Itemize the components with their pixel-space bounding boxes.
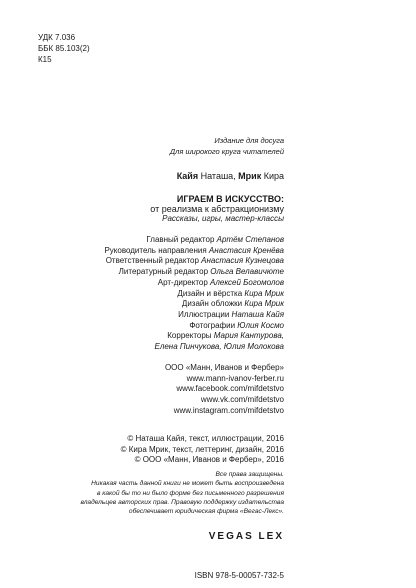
audience-note (170, 135, 284, 157)
credit-line (104, 331, 284, 342)
classification-codes (38, 32, 90, 65)
author-last-name: Мрик (238, 171, 262, 181)
audience-line: Издание для досуга (214, 136, 284, 145)
credit-role: Иллюстрации (178, 309, 232, 319)
rights-line: обеспечивает юридическая фирма «Вегас-Лекс». (128, 508, 284, 516)
facebook-link[interactable]: www.facebook.com/mifdetstvo (176, 384, 284, 394)
title-sub: от реализма к абстракционизму (150, 204, 284, 214)
credit-name: Елена Пинчукова, Юлия Молокова (154, 342, 284, 352)
credit-name: Артём Степанов (216, 235, 284, 244)
authors (177, 171, 284, 181)
credit-role: Арт-директор (157, 277, 211, 287)
author-first-name: Кира (261, 171, 284, 181)
credit-name: Кира Мрик (244, 288, 284, 298)
rights-line: в какой бы то ни было форме без письменного разрешения (96, 489, 284, 497)
audience-line: Для широкого круга читателей (169, 147, 284, 156)
credit-line (104, 235, 284, 246)
credit-name: Анастасия Кренёва (208, 245, 284, 255)
credit-name: Ольга Велавичюте (210, 267, 284, 277)
credit-line (104, 342, 284, 353)
credit-line (104, 321, 284, 332)
rights-line: Все права защищены. (215, 471, 284, 478)
title-genre: Рассказы, игры, мастер-классы (162, 214, 284, 223)
bbk-code: ББК 85.103(2) (38, 44, 90, 53)
author-last-name: Кайя (176, 171, 199, 181)
credit-line (104, 299, 284, 310)
copyright-line: © Наташа Кайя, текст, иллюстрации, 2016 (127, 434, 284, 443)
publisher-site-link[interactable]: www.mann-ivanov-ferber.ru (186, 373, 284, 383)
vegas-lex-logo: VEGAS LEX (208, 531, 284, 542)
publisher-info (165, 363, 284, 417)
udk-code: УДК 7.036 (38, 33, 76, 42)
instagram-link[interactable]: www.instagram.com/mifdetstvo (173, 405, 284, 415)
credit-line (104, 310, 284, 321)
copyright-line: © ООО «Манн, Иванов и Фербер», 2016 (134, 455, 284, 465)
credit-role: Литературный редактор (118, 267, 211, 277)
author-first-name: Наташа, (198, 171, 239, 181)
credit-name: Мария Кантурова, (213, 331, 284, 341)
credit-line (104, 267, 284, 278)
credit-role: Дизайн и вёрстка (177, 288, 245, 298)
credit-name: Алексей Богомолов (210, 277, 284, 287)
credit-role: Фотографии (189, 320, 238, 330)
credit-line (104, 289, 284, 300)
credit-line (104, 256, 284, 267)
author-mark: К15 (38, 55, 52, 64)
rights-line: владельцев авторских прав. Правовую поддержку издательства (80, 498, 284, 506)
credit-role: Дизайн обложки (181, 299, 245, 309)
rights-line: Никакая часть данной книги не может быть воспроизведена (91, 480, 284, 488)
credit-role: Корректоры (167, 331, 214, 341)
credit-line (104, 246, 284, 257)
vk-link[interactable]: www.vk.com/mifdetstvo (200, 395, 284, 405)
isbn: ISBN 978-5-00057-732-5 (194, 571, 284, 580)
title-main: ИГРАЕМ В ИСКУССТВО: (176, 194, 284, 204)
credits-list (104, 235, 284, 353)
credit-role: Ответственный редактор (105, 256, 202, 266)
credit-name: Кира Мрик (244, 299, 284, 309)
credit-role: Главный редактор (146, 235, 217, 244)
copyright-block (121, 434, 284, 466)
credit-name: Анастасия Кузнецова (201, 256, 284, 266)
credit-name: Юлия Космо (237, 320, 284, 330)
credit-name: Наташа Кайя (231, 309, 284, 319)
book-title (150, 194, 284, 224)
credit-line (104, 278, 284, 289)
rights-notice (80, 470, 284, 516)
credit-role: Руководитель направления (104, 245, 209, 255)
publisher-name: ООО «Манн, Иванов и Фербер» (164, 363, 284, 372)
copyright-line: © Кира Мрик, текст, леттеринг, дизайн, 2016 (120, 444, 284, 454)
